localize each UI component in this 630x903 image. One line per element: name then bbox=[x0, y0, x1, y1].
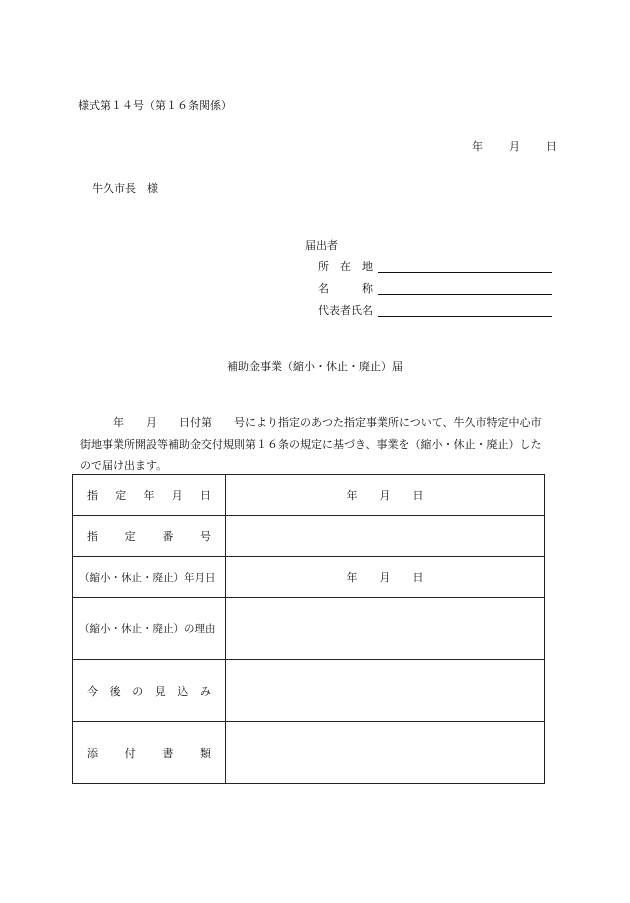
table-row bbox=[73, 475, 545, 516]
change-date-label: （縮小・休止・廃止）年月日 bbox=[73, 557, 226, 598]
name-field[interactable] bbox=[318, 280, 552, 296]
designation-date-value[interactable]: 年 月 日 bbox=[226, 475, 545, 516]
name-underline bbox=[378, 294, 552, 295]
change-reason-value[interactable] bbox=[226, 598, 545, 660]
representative-underline bbox=[378, 316, 552, 317]
addressee: 牛久市長 様 bbox=[92, 182, 158, 195]
address-label: 所 在 地 bbox=[318, 260, 373, 273]
date-year: 年 bbox=[472, 140, 483, 153]
body-text: 年 月 日付第 号により指定のあつた指定事業所について、牛久市特定中心市街地事業所開設等補助金交付規則第１６条の規定に基づき、事業を（縮小・休止・廃止）したので届け出ます。 bbox=[80, 416, 542, 472]
change-reason-label: （縮小・休止・廃止）の理由 bbox=[73, 598, 226, 660]
table-row bbox=[73, 516, 545, 557]
address-underline bbox=[378, 272, 552, 273]
table-row bbox=[73, 598, 545, 660]
attachments-value[interactable] bbox=[226, 722, 545, 784]
address-field[interactable] bbox=[318, 258, 552, 274]
designation-date-label: 指 定 年 月 日 bbox=[73, 475, 226, 516]
designation-number-value[interactable] bbox=[226, 516, 545, 557]
outlook-value[interactable] bbox=[226, 660, 545, 722]
name-label: 名 称 bbox=[318, 282, 373, 295]
outlook-label: 今 後 の 見 込 み bbox=[73, 660, 226, 722]
table-row bbox=[73, 557, 545, 598]
document-title: 補助金事業（縮小・休止・廃止）届 bbox=[227, 360, 403, 373]
table-row bbox=[73, 660, 545, 722]
attachments-label: 添 付 書 類 bbox=[73, 722, 226, 784]
date-day: 日 bbox=[546, 140, 557, 153]
form-number: 様式第１４号（第１６条関係） bbox=[78, 99, 232, 112]
representative-field[interactable] bbox=[318, 302, 552, 318]
applicant-section-label: 届出者 bbox=[305, 239, 338, 252]
change-date-value[interactable]: 年 月 日 bbox=[226, 557, 545, 598]
submission-date bbox=[472, 138, 557, 154]
designation-number-label: 指 定 番 号 bbox=[73, 516, 226, 557]
table-row bbox=[73, 722, 545, 784]
date-month: 月 bbox=[509, 140, 520, 153]
details-table bbox=[72, 474, 545, 784]
representative-label: 代表者氏名 bbox=[318, 304, 373, 317]
